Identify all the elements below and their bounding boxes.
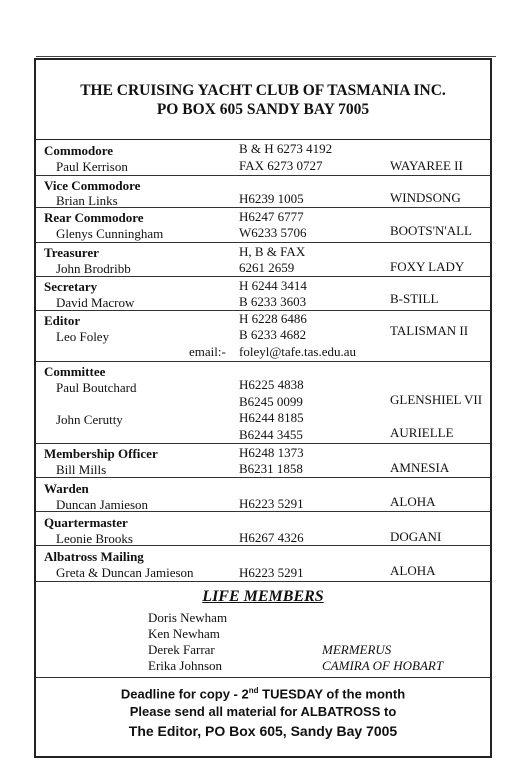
officer-name: Duncan Jamieson (56, 497, 149, 512)
deadline-text-a: Deadline for copy - 2 (120, 686, 249, 702)
editor-address-line: The Editor, PO Box 605, Sandy Bay 7005 (128, 723, 398, 739)
section-albatross-mailing (36, 546, 490, 582)
club-name: THE CRUISING YACHT CLUB OF TASMANIA INC. (80, 82, 446, 99)
phone-line-2: B6244 3455 (239, 427, 303, 442)
role-label: Warden (44, 481, 89, 496)
email-address: foleyl@tafe.tas.edu.au (239, 344, 357, 359)
life-members-title: LIFE MEMBERS (202, 588, 324, 605)
role-label: Commodore (44, 143, 114, 158)
phone-line-1: H 6244 3414 (239, 278, 307, 293)
role-label: Rear Commodore (44, 210, 144, 225)
section-commodore (36, 140, 490, 176)
phone-line-2: B 6233 3603 (239, 294, 307, 309)
officer-name: Leo Foley (56, 329, 110, 344)
club-header (36, 60, 490, 140)
boat-name: B-STILL (390, 291, 439, 306)
phone-line-2: B6231 1858 (239, 461, 303, 476)
section-editor (36, 311, 490, 362)
boat-name: BOOTS'N'ALL (390, 223, 472, 238)
email-label: email:- (189, 344, 226, 359)
life-member-name: Derek Farrar (148, 642, 215, 657)
section-treasurer (36, 243, 490, 277)
deadline-line (36, 686, 490, 701)
boat-name: AURIELLE (390, 425, 454, 440)
phone-line-2: W6233 5706 (239, 225, 307, 240)
boat-name: ALOHA (390, 494, 436, 509)
phone-line-1: H, B & FAX (239, 244, 306, 259)
officer-name: John Brodribb (56, 261, 131, 276)
phone-line-1: H6267 4326 (239, 530, 304, 545)
section-rear-commodore (36, 208, 490, 243)
boat-name: WINDSONG (390, 190, 461, 205)
boat-name: DOGANI (390, 529, 442, 544)
boat-name: GLENSHIEL VII (390, 392, 483, 407)
officer-name: Glenys Cunningham (56, 226, 164, 241)
life-member-name: Erika Johnson (148, 658, 223, 673)
life-member-name: Ken Newham (148, 626, 220, 641)
role-label: Secretary (44, 279, 98, 294)
phone-line-1: H6225 4838 (239, 377, 304, 392)
role-label: Vice Commodore (44, 178, 141, 193)
role-label: Quartermaster (44, 515, 128, 530)
officer-name: Greta & Duncan Jamieson (56, 565, 194, 580)
phone-line-1: H6248 1373 (239, 445, 304, 460)
submission-line: Please send all material for ALBATROSS to (129, 704, 397, 719)
committee-member-name: John Cerutty (56, 412, 123, 427)
section-vice-commodore (36, 176, 490, 208)
phone-line-2: B 6233 4682 (239, 327, 307, 342)
life-member-boat: CAMIRA OF HOBART (322, 658, 444, 673)
life-members-section (36, 582, 490, 678)
boat-name: FOXY LADY (390, 259, 465, 274)
frame-top-rule (36, 56, 496, 57)
role-label: Membership Officer (44, 446, 158, 461)
boat-name: AMNESIA (390, 460, 450, 475)
phone-line-1: H6239 1005 (239, 191, 304, 206)
phone-line-2: FAX 6273 0727 (239, 158, 323, 173)
role-label: Editor (44, 313, 81, 328)
phone-line-1: B & H 6273 4192 (239, 141, 333, 156)
phone-line-2: 6261 2659 (239, 260, 295, 275)
boat-name: ALOHA (390, 563, 436, 578)
officer-name: Brian Links (56, 193, 118, 208)
section-membership-officer (36, 444, 490, 478)
phone-line-1: H6244 8185 (239, 410, 304, 425)
phone-line-1: H6247 6777 (239, 209, 304, 224)
boat-name: WAYAREE II (390, 158, 463, 173)
phone-line-1: H6223 5291 (239, 565, 304, 580)
phone-line-1: H 6228 6486 (239, 311, 307, 326)
officer-name: Leonie Brooks (56, 531, 133, 546)
section-warden (36, 478, 490, 512)
officer-name: David Macrow (56, 295, 135, 310)
role-label: Albatross Mailing (44, 549, 144, 564)
section-secretary (36, 277, 490, 311)
section-quartermaster (36, 512, 490, 546)
committee-member-name: Paul Boutchard (56, 380, 137, 395)
phone-line-2: B6245 0099 (239, 394, 303, 409)
role-label: Treasurer (44, 245, 99, 260)
boat-name: TALISMAN II (390, 323, 469, 338)
officer-name: Bill Mills (56, 462, 107, 477)
phone-line-1: H6223 5291 (239, 496, 304, 511)
deadline-ordinal: nd (248, 686, 259, 695)
role-label: Committee (44, 364, 106, 379)
section-committee (36, 362, 490, 444)
life-member-name: Doris Newham (148, 610, 228, 625)
life-member-boat: MERMERUS (322, 642, 392, 657)
deadline-text-b: TUESDAY of the month (258, 686, 406, 702)
officer-name: Paul Kerrison (56, 159, 128, 174)
club-address: PO BOX 605 SANDY BAY 7005 (156, 101, 370, 118)
